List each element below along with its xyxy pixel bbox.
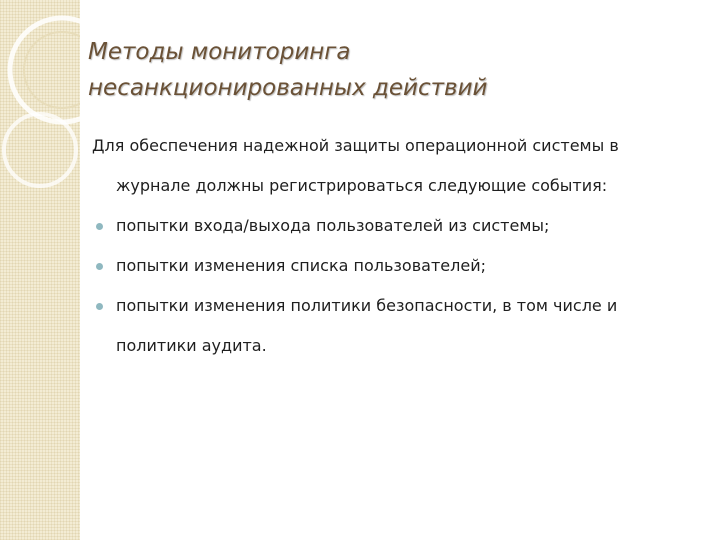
intro-line-1: Для обеспечения надежной защиты операционной системы в: [92, 136, 619, 155]
bullet-dot-icon: [96, 303, 103, 310]
slide-title: [88, 34, 688, 106]
intro-line-2: журнале должны регистрироваться следующие события:: [116, 176, 608, 195]
slide-title-line-2: несанкционированных действий: [88, 75, 488, 101]
event-list: [92, 206, 702, 366]
list-item: [92, 246, 702, 286]
list-item: [92, 286, 702, 366]
bullet-dot-icon: [96, 223, 103, 230]
decorative-rings-icon: [0, 0, 80, 200]
list-item-text: попытки изменения политики безопасности, в том числе и политики аудита.: [116, 296, 618, 355]
decorative-side-band: [0, 0, 80, 540]
list-item: [92, 206, 702, 246]
list-item-text: попытки изменения списка пользователей;: [116, 256, 486, 275]
bullet-dot-icon: [96, 263, 103, 270]
intro-paragraph: [92, 126, 702, 206]
list-item-text: попытки входа/выхода пользователей из системы;: [116, 216, 550, 235]
slide-title-line-1: Методы мониторинга: [88, 39, 351, 65]
